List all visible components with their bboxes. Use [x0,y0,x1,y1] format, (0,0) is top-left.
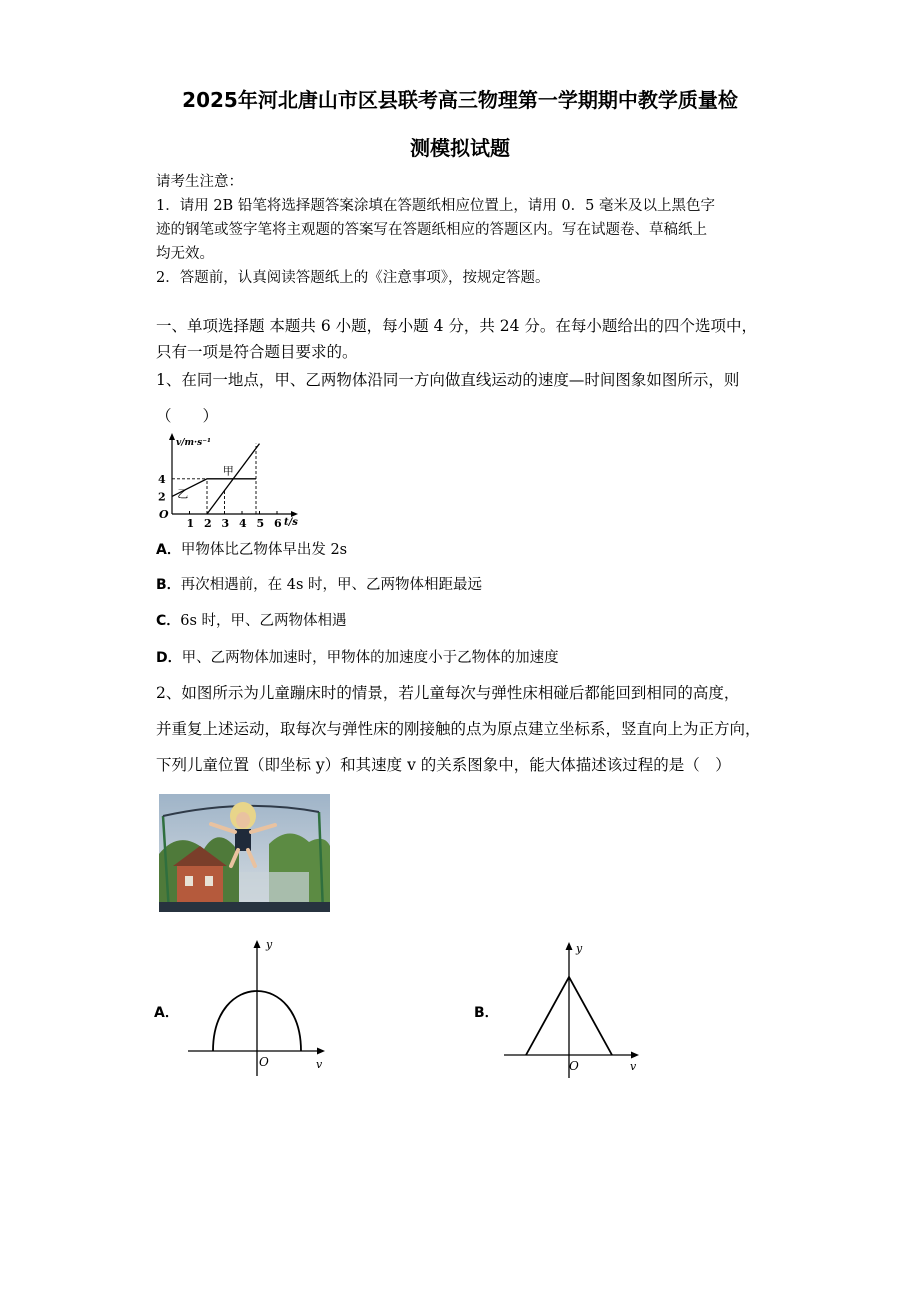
q1-option-d-text: 甲、乙两物体加速时，甲物体的加速度小于乙物体的加速度 [181,650,559,666]
origin-label: O [569,1059,579,1073]
trampoline-photo [159,794,330,912]
vt-x-tick-label: 3 [221,517,230,530]
q1-option-d-label: D． [156,650,182,666]
y-arrow-icon [566,942,573,950]
vt-x-tick-label: 1 [186,517,195,530]
vt-y-arrow-icon [169,433,175,440]
q2-option-a-label-text: A． [154,1005,179,1021]
q1-option-a[interactable] [156,538,347,559]
q2-option-a-graph[interactable] [180,936,340,1078]
q2-option-b-label[interactable] [474,1002,499,1022]
vt-origin-label: O [159,508,169,521]
q1-stem-line2: （ ） [156,407,219,425]
q2-stem-line1: 2、如图所示为儿童蹦床时的情景，若儿童每次与弹性床相碰后都能回到相同的高度， [156,684,740,702]
q1-option-c-label: C． [156,613,181,629]
q1-vt-chart [154,430,304,530]
vt-y-tick-label: 2 [158,490,166,504]
vt-x-tick-label: 5 [256,517,265,530]
notice-item2: 2．答题前，认真阅读答题纸上的《注意事项》，按规定答题。 [156,270,550,286]
q1-option-a-text: 甲物体比乙物体早出发 2s [180,542,348,558]
q1-option-c-text: 6s 时，甲、乙两物体相遇 [180,613,347,629]
q2-option-a-label[interactable] [154,1002,179,1022]
section-heading-line2: 只有一项是符合题目要求的。 [156,343,358,361]
page-title: 2025年河北唐山市区县联考高三物理第一学期期中教学质量检 [182,88,738,112]
page-title-line2: 测模拟试题 [410,136,510,160]
q1-option-c[interactable] [156,609,347,630]
q2-stem-line2: 并重复上述运动，取每次与弹性床的刚接触的点为原点建立坐标系，竖直向上为正方向， [156,720,761,738]
vt-x-axis-label: t/s [284,517,298,528]
q1-stem-line1: 1、在同一地点，甲、乙两物体沿同一方向做直线运动的速度—时间图象如图所示，则 [156,371,740,389]
x-axis-label: v [630,1060,637,1073]
vt-series-label-jia: 甲 [222,464,234,478]
x-arrow-icon [631,1052,639,1059]
vt-y-axis-label: v/m·s⁻¹ [176,438,211,448]
notice-item1-line3: 均无效。 [156,246,214,262]
q1-option-b-label: B． [156,577,181,593]
notice-item1-line1: 1．请用 2B 铅笔将选择题答案涂填在答题纸相应位置上，请用 0．5 毫米及以上黑色字 [156,198,715,214]
vt-x-tick-label: 2 [204,517,212,530]
notice-item1-line2: 迹的钢笔或签字笔将主观题的答案写在答题纸相应的答题区内。写在试题卷、草稿纸上 [156,222,707,238]
y-axis-label: y [576,942,583,955]
q2-option-b-label-text: B． [474,1005,499,1021]
vt-y-tick-label: 4 [158,472,166,486]
q1-option-b-text: 再次相遇前，在 4s 时，甲、乙两物体相距最远 [180,577,483,593]
x-axis-label: v [316,1058,323,1071]
q2-stem-line3: 下列儿童位置（即坐标 y）和其速度 v 的关系图象中，能大体描述该过程的是（ ） [156,756,731,774]
vt-x-tick-label: 6 [274,517,282,530]
vt-x-tick-label: 4 [239,517,247,530]
y-arrow-icon [254,940,261,948]
section-heading-line1: 一、单项选择题 本题共 6 小题，每小题 4 分，共 24 分。在每小题给出的四个选项中， [156,317,757,335]
y-axis-label: y [266,938,273,951]
vt-series-label-yi: 乙 [177,487,189,501]
x-arrow-icon [317,1048,325,1055]
q2-option-b-graph[interactable] [498,938,658,1080]
notice-heading: 请考生注意： [156,174,243,190]
q1-option-d[interactable] [156,646,559,667]
q1-option-a-label: A． [156,542,181,558]
q1-option-b[interactable] [156,573,482,594]
origin-label: O [259,1055,269,1069]
